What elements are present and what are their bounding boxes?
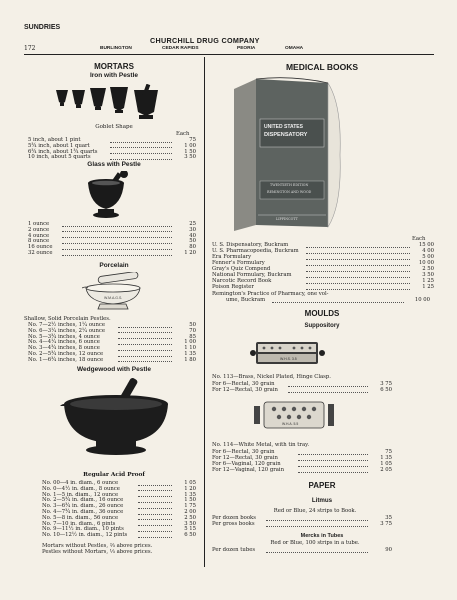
remington-price: 10 00 [414, 297, 430, 303]
book-label: Poison Register [212, 284, 254, 290]
city-peoria: PEORIA [237, 46, 256, 51]
mould2-leader [298, 472, 368, 473]
porcelain-price: 1 00 [184, 339, 196, 346]
glass-price: 30 [189, 226, 196, 233]
glass-label: 16 ounce [28, 244, 53, 251]
header-rule [24, 54, 434, 55]
glass-price: 80 [189, 244, 196, 251]
litmus-price: 35 [385, 515, 392, 521]
mould2-price: 75 [385, 449, 392, 455]
mould1-leader [288, 392, 368, 393]
suppository-subheading: Suppository [304, 323, 340, 329]
city-burlington: BURLINGTON [100, 46, 132, 51]
mould2-price: 1 35 [380, 455, 392, 461]
iron-leader [110, 159, 172, 160]
book-price: 4 00 [422, 248, 434, 254]
mould1-label: For 6—Rectal, 30 grain [212, 381, 275, 387]
mould2-label: For 12—Rectal, 30 grain [212, 455, 278, 461]
wedgewood-price: 2 50 [184, 514, 196, 521]
glass-subheading: Glass with Pestle [87, 161, 141, 168]
wedgewood-subheading: Wedgewood with Pestle [77, 366, 151, 373]
book-label: Gray's Quiz Compend [212, 266, 271, 272]
glass-mortar-illustration [84, 171, 134, 221]
porcelain-label: No. 6—3¼ inches, 2¼ ounce [28, 327, 105, 334]
mercks-row [212, 547, 392, 553]
wedgewood-label: No. 4—7¾ in. diam., 36 ounce [42, 509, 124, 515]
page-number: 172 [24, 45, 36, 52]
porcelain-label: No. 7—2½ inches, 1¼ ounce [28, 322, 105, 328]
remington-leader [272, 302, 404, 303]
book-price: 15 00 [418, 242, 434, 248]
mould1-row [212, 387, 392, 393]
white-metal-mould-plate: W.H.A. 5.5 [282, 422, 299, 426]
porcelain-price: 50 [189, 322, 196, 328]
svg-text:W.M.A.G.S.: W.M.A.G.S. [104, 296, 123, 300]
litmus-label: Per gross books [212, 521, 255, 527]
wedgewood-label: No. 9—11½ in. diam., 10 pints [42, 526, 124, 533]
porcelain-row [28, 357, 196, 363]
book-price: 1 25 [422, 284, 434, 290]
wedgewood-price: 1 75 [184, 503, 196, 510]
porcelain-label: No. 3—4¾ inches, 8 ounce [28, 345, 100, 352]
wedgewood-label: No. 00—4 in. diam., 6 ounce [42, 480, 119, 486]
wedgewood-label: No. 5—8 in. diam., 56 ounce [42, 514, 119, 521]
paper-heading: PAPER [308, 481, 336, 490]
book-label: Era Formulary [212, 254, 252, 260]
iron-each-label: Each [176, 131, 190, 137]
book-price: 10 00 [418, 260, 434, 266]
glass-label: 8 ounce [28, 238, 50, 245]
book-price: 2 50 [422, 266, 434, 272]
porcelain-caption: Shallow, Solid Porcelain Pestles. [24, 316, 111, 322]
wedgewood-label: No. 2—5¾ in. diam., 16 ounce [42, 497, 124, 504]
section-title: SUNDRIES [24, 24, 61, 31]
porcelain-price: 1 35 [184, 351, 196, 357]
iron-label: 10 inch, about 5 quarts [28, 154, 91, 161]
book-leader [306, 289, 410, 290]
mould2-caption: No. 114—White Metal, with tin tray. [212, 442, 310, 448]
iron-price: 3 50 [184, 154, 196, 161]
iron-subheading: Iron with Pestle [89, 72, 139, 79]
glass-price: 50 [189, 238, 196, 245]
glass-leader [62, 255, 172, 256]
porcelain-label: No. 4—4¼ inches, 6 ounce [28, 339, 100, 346]
book-label: National Formulary, Buckram [212, 272, 292, 278]
porcelain-label: No. 2—5¾ inches, 12 ounce [28, 351, 104, 357]
book-spine-line4: REMINGTON AND WOOD [267, 190, 312, 194]
mercks-subheading: Mercks in Tubes [300, 533, 344, 539]
litmus-price: 3 75 [380, 521, 392, 527]
porcelain-price: 85 [189, 333, 196, 340]
wedgewood-price: 2 00 [184, 509, 196, 515]
glass-price: 1 20 [184, 250, 196, 256]
glass-label: 32 ounce [28, 250, 53, 256]
city-cedar-rapids: CEDAR RAPIDS [162, 46, 199, 51]
mould1-price: 3 75 [380, 381, 392, 387]
iron-label: 6¾ inch, about 1¾ quarts [28, 148, 98, 155]
book-label: U. S. Dispensatory, Buckram [212, 242, 289, 248]
iron-row [28, 154, 196, 160]
brass-mould-plate: W.H.S. 3.5 [280, 357, 297, 361]
book-spine-line3: TWENTIETH EDITION [270, 183, 309, 187]
book-label: Fenner's Formulary [212, 260, 265, 266]
litmus-leader [266, 526, 368, 527]
iron-price: 1 50 [184, 148, 196, 155]
goblet-caption: Goblet Shape [95, 124, 133, 130]
wedgewood-label: No. 7—10 in. diam., 6 pints [42, 520, 116, 527]
book-spine-line5: LIPPINCOTT [276, 217, 298, 221]
remington-line2: ume, Buckram [226, 297, 266, 303]
wedgewood-price: 1 05 [184, 480, 196, 486]
mould1-price: 6 50 [380, 387, 392, 393]
wedgewood-row [42, 532, 196, 538]
mortars-heading: MORTARS [94, 62, 134, 71]
white-metal-mould-illustration [252, 396, 342, 438]
porcelain-leader [118, 361, 172, 362]
litmus-subheading: Litmus [311, 497, 333, 504]
book-price: 5 00 [422, 254, 434, 260]
glass-row [28, 250, 196, 256]
wedgewood-price: 1 50 [184, 497, 196, 504]
remington-row [226, 297, 430, 303]
book-label: Narcotic Record Book [212, 278, 272, 284]
wedgewood-mortar-illustration [60, 376, 170, 466]
mould2-label: For 6—Rectal, 30 grain [212, 449, 275, 455]
glass-label: 2 ounce [28, 226, 50, 233]
pestle-note: Pestles without Mortars, ⅓ above prices. [42, 549, 153, 555]
book-price: 3 50 [422, 272, 434, 278]
wedgewood-price: 1 20 [184, 485, 196, 492]
mould2-row [212, 467, 392, 473]
litmus-description: Red or Blue, 24 strips to Book. [273, 508, 357, 514]
wedgewood-label: No. 3—6¾ in. diam., 26 ounce [42, 503, 124, 510]
mould2-price: 1 05 [380, 461, 392, 467]
wedgewood-price: 5 15 [184, 526, 196, 533]
mould1-caption: No. 113—Brass, Nickel Plated, Hinge Clasp. [212, 374, 331, 380]
mould1-label: For 12—Rectal, 30 grain [212, 387, 278, 393]
mould2-price: 2 05 [380, 467, 392, 473]
porcelain-mortar-illustration [82, 272, 146, 316]
book-row [212, 284, 434, 290]
dispensatory-book-illustration [230, 75, 350, 235]
wedgewood-price: 3 50 [184, 520, 196, 527]
wedgewood-label: No. 1—5 in. diam., 12 ounce [42, 491, 119, 498]
mercks-label: Per dozen tubes [212, 547, 256, 553]
glass-label: 1 ounce [28, 221, 50, 227]
porcelain-label: No. 5—3¾ inches, 4 ounce [28, 333, 100, 340]
porcelain-label: No. 1—6¾ inches, 18 ounce [28, 356, 104, 363]
city-omaha: OMAHA [285, 46, 304, 51]
remington-line1: Remington's Practice of Pharmacy, one vol- [212, 291, 329, 297]
iron-label: 5¾ inch, about 1 quart [28, 142, 90, 149]
litmus-label: Per dozen books [212, 515, 256, 521]
porcelain-price: 1 10 [184, 345, 196, 352]
books-each-label: Each [412, 236, 426, 242]
glass-label: 4 ounce [28, 232, 50, 239]
wedgewood-price: 6 50 [184, 532, 196, 539]
porcelain-price: 70 [189, 327, 196, 334]
book-spine-line1: UNITED STATES [264, 124, 303, 130]
book-spine-line2: DISPENSATORY [264, 132, 308, 138]
mould2-label: For 6—Vaginal, 120 grain [212, 461, 281, 467]
brass-mould-illustration [250, 336, 330, 370]
glass-price: 25 [189, 221, 196, 227]
mercks-price: 90 [385, 547, 392, 553]
medical-books-heading: MEDICAL BOOKS [285, 62, 359, 72]
porcelain-subheading: Porcelain [99, 262, 129, 269]
mercks-leader [266, 552, 368, 553]
iron-price: 75 [189, 137, 196, 143]
column-divider [204, 57, 205, 567]
mortar-note: Mortars without Pestles, ⅔ above prices. [42, 543, 153, 549]
iron-label: 5 inch, about 1 pint [28, 137, 81, 143]
wedgewood-leader [138, 537, 172, 538]
litmus-row [212, 521, 392, 527]
acid-caption: Regular Acid Proof [83, 472, 145, 478]
wedgewood-label: No. 10—12½ in. diam., 12 pints [42, 532, 128, 539]
mould2-label: For 12—Vaginal, 120 grain [212, 467, 285, 473]
iron-mortars-illustration [52, 84, 172, 124]
moulds-heading: MOULDS [304, 309, 340, 318]
glass-price: 40 [189, 232, 196, 239]
book-price: 1 25 [422, 278, 434, 284]
company-name: CHURCHILL DRUG COMPANY [150, 36, 260, 45]
mercks-description: Red or Blue, 100 strips in a tube. [270, 540, 360, 546]
porcelain-price: 1 80 [184, 356, 196, 363]
iron-price: 1 00 [184, 142, 196, 149]
wedgewood-label: No. 0—4½ in. diam., 8 ounce [42, 485, 120, 492]
wedgewood-price: 1 35 [184, 491, 196, 498]
book-label: U. S. Pharmacopoedia, Buckram [212, 248, 299, 254]
